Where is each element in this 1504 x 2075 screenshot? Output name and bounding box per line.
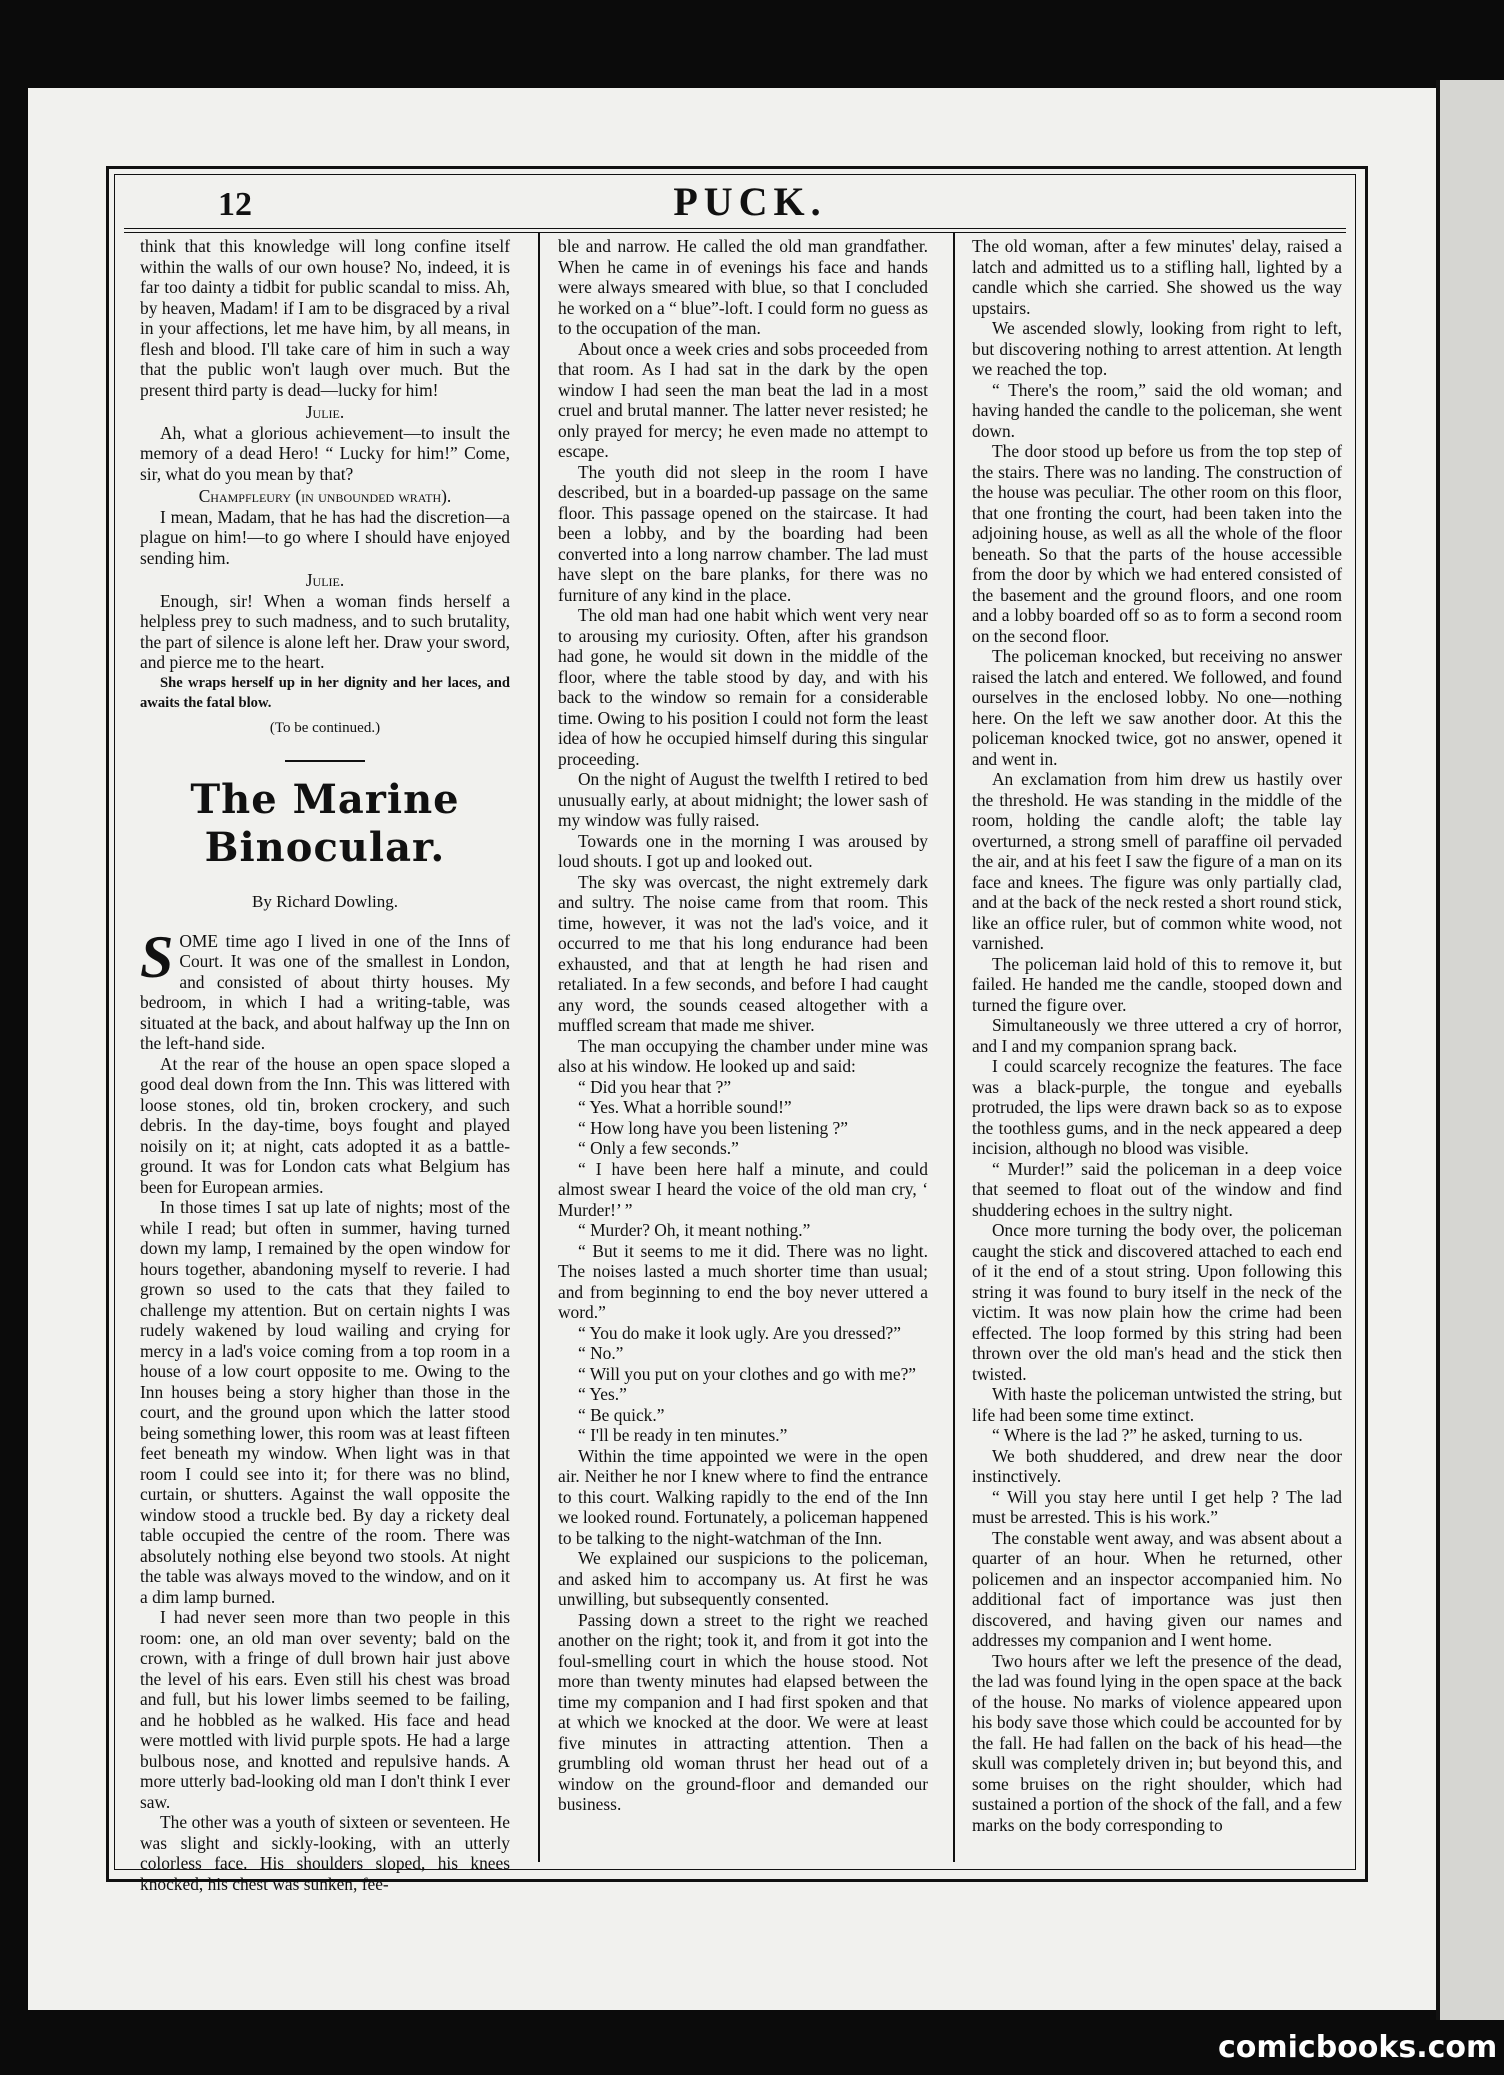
dialogue-line: “ How long have you been listening ?” bbox=[578, 1117, 848, 1138]
text-column-2 bbox=[558, 236, 928, 1854]
paragraph: About once a week cries and sobs proceeded from that room. As I had sat in the dark by the open window I had seen the man beat the lad in a most cruel and brutal manner. The latter never resisted; he only prayed for mercy; he even made no attempt to escape. bbox=[558, 338, 928, 461]
paragraph: The old man had one habit which went very near to arousing my curiosity. Often, after his grandson had gone, he would sit down in the middle of the floor, where the table stood by day, and with his back to the window so remain for a considerable time. Owing to his position I could not form the least idea of how he occupied himself during this singular proceeding. bbox=[558, 605, 928, 769]
paragraph: The man occupying the chamber under mine was also at his window. He looked up and said: bbox=[558, 1035, 928, 1076]
story-title: The Marine Binocular. bbox=[190, 776, 460, 871]
column-rule bbox=[538, 232, 540, 1862]
dialogue-line: “ Only a few seconds.” bbox=[578, 1138, 739, 1158]
dialogue-line: “ Did you hear that ?” bbox=[578, 1076, 732, 1097]
paragraph: Within the time appointed we were in the open air. Neither he nor I knew where to find the entrance to this court. Walking rapidly to the end of the Inn we looked round. Fortunately, a policeman happened to be talking to the night-watchman of the Inn. bbox=[558, 1445, 928, 1548]
paragraph: Towards one in the morning I was aroused by loud shouts. I got up and looked out. bbox=[558, 830, 928, 871]
dialogue-line: “ I'll be ready in ten minutes.” bbox=[578, 1425, 788, 1445]
paragraph: An exclamation from him drew us hastily over the threshold. He was standing in the middle of the room, holding the candle aloft; the table lay overturned, a strong smell of paraffine oil pervaded the air, and at his feet I saw the figure of a man on its face and knees. The figure was only partially clad, and at the back of the neck rested a short round stick, like an office ruler, but of common white wood, not varnished. bbox=[972, 769, 1342, 953]
paragraph: The sky was overcast, the night extremely dark and sultry. The noise came from that room. This time, however, it was not the lad's voice, and it occurred to me that his long endurance had been exhausted, and that at length he had risen and retaliated. In a few seconds, and before I had caught any word, the sounds ceased altogether with a muffled scream that made me shiver. bbox=[558, 871, 928, 1035]
masthead-title: PUCK. bbox=[673, 179, 827, 224]
text-column-1 bbox=[140, 236, 510, 1894]
paragraph: In those times I sat up late of nights; most of the while I read; but often in summer, having turned down my lamp, I remained by the open window for hours together, abandoning myself to reverie. I had grown so used to the cats that they failed to challenge my attention. But on certain nights I was rudely wakened by loud wailing and crying for mercy in a lad's voice coming from a top room in a house of a low court opposite to me. Owing to the Inn houses being a story higher than those in the court, and the ground upon which the latter stood being something lower, this room was at least fifteen feet beneath my window. When light was in that room I could see into it; for there was no blind, curtain, or shutters. Against the wall opposite the window stood a truckle bed. By day a rickety deal table occupied the centre of the room. There was absolutely nothing else beyond two stools. At night the table was always moved to the window, and on it a dim lamp burned. bbox=[140, 1197, 510, 1607]
paragraph: Enough, sir! When a woman finds herself a helpless prey to such madness, and to such brutality, the part of silence is alone left her. Draw your sword, and pierce me to the heart. bbox=[140, 590, 510, 672]
paragraph: The policeman knocked, but receiving no answer raised the latch and entered. We followed, and found ourselves in the enclosed lobby. No one—nothing here. On the left we saw another door. At this the policeman knocked twice, got no answer, opened it and went in. bbox=[972, 646, 1342, 769]
paragraph: Two hours after we left the presence of the dead, the lad was found lying in the open space at the back of the house. No marks of violence appeared upon his body save those which could be accounted for by the fall. He had fallen on the back of his head—the skull was completely driven in; but beyond this, and some bruises on the right shoulder, which had sustained a portion of the shock of the fall, and a few marks on the body corresponding to bbox=[972, 1650, 1342, 1835]
page-number: 12 bbox=[218, 186, 252, 223]
dialogue-line: “ Be quick.” bbox=[578, 1404, 665, 1425]
dialogue-line: “ Murder? Oh, it meant nothing.” bbox=[578, 1220, 811, 1240]
paragraph: At the rear of the house an open space sloped a good deal down from the Inn. This was littered with loose stones, old tin, broken crockery, and such debris. In the day-time, boys fought and played noisily on it; at night, cats adopted it as a battle-ground. It was for London cats what Belgium has been for European armies. bbox=[140, 1053, 510, 1197]
byline: By Richard Dowling. bbox=[252, 892, 398, 911]
paragraph: Once more turning the body over, the policeman caught the stick and discovered attached to each end of it the end of a stout string. Upon following this string it was found to bury itself in the neck of the victim. It was now plain how the crime had been effected. The loop formed by this string had been thrown over the old man's head and the stick then twisted. bbox=[972, 1220, 1342, 1384]
title-rule bbox=[285, 760, 365, 762]
dialogue-line: “ No.” bbox=[578, 1343, 624, 1363]
column-rule bbox=[953, 232, 955, 1862]
opening-text: OME time ago I lived in one of the Inns of Court. It was one of the smallest in London, and consisted of about thirty houses. My bedroom, in which I had a writing-table, was situated at the back, and about halfway up the Inn on the left-hand side. bbox=[140, 930, 510, 1053]
paragraph: Passing down a street to the right we reached another on the right; took it, and from it got into the foul-smelling court in which the house stood. Not more than twenty minutes had elapsed between the time my companion and I had first spoken and that at which we knocked at the door. We were at least five minutes in attracting attention. Then a grumbling old woman thrust her head out of a window on the ground-floor and demanded our business. bbox=[558, 1609, 928, 1814]
paragraph: We ascended slowly, looking from right to left, but discovering nothing to arrest attention. At length we reached the top. bbox=[972, 318, 1342, 379]
paragraph: We both shuddered, and drew near the door instinctively. bbox=[972, 1445, 1342, 1486]
dialogue-line: “ Murder!” said the policeman in a deep voice that seemed to float out of the window and find shuddering echoes in the sultry night. bbox=[972, 1158, 1342, 1220]
dialogue-line: “ Yes. What a horrible sound!” bbox=[578, 1097, 792, 1117]
header-rule bbox=[124, 228, 1346, 233]
paragraph: The constable went away, and was absent about a quarter of an hour. When he returned, other policemen and an inspector accompanied him. No additional fact of importance was just then discovered, and having given our names and addresses my companion and I went home. bbox=[972, 1527, 1342, 1650]
paragraph: The policeman laid hold of this to remove it, but failed. He handed me the candle, stooped down and turned the figure over. bbox=[972, 953, 1342, 1015]
paragraph: I had never seen more than two people in this room: one, an old man over seventy; bald on the crown, with a fringe of dull brown hair just above the level of his ears. Even still his chest was broad and full, but his lower limbs seemed to be failing, and he hobbled as he walked. His face and head were mottled with livid purple spots. He had a large bulbous nose, and knotted and repulsive hands. A more utterly bad-looking old man I don't think I ever saw. bbox=[140, 1607, 510, 1812]
dialogue-line: “ There's the room,” said the old woman; and having handed the candle to the policeman, she went down. bbox=[972, 379, 1342, 441]
paragraph: We explained our suspicions to the policeman, and asked him to accompany us. At first he was unwilling, but subsequently consented. bbox=[558, 1548, 928, 1609]
source-watermark: comicbooks.com bbox=[1218, 2030, 1498, 2065]
speaker-name: Julie. bbox=[305, 402, 345, 422]
paragraph: The door stood up before us from the top step of the stairs. There was no landing. The construction of the house was peculiar. The other room on this floor, that one fronting the court, had been taken into the adjoining house, as well as all the whole of the floor beneath. So that the parts of the house accessible from the door by which we had entered consisted of the basement and the ground floors, and one room and a lobby boarded off so as to form a second room on the second floor. bbox=[972, 441, 1342, 646]
dialogue-line: “ Will you put on your clothes and go with me?” bbox=[578, 1363, 917, 1384]
dialogue-line: “ You do make it look ugly. Are you dressed?” bbox=[578, 1322, 901, 1343]
to-be-continued: (To be continued.) bbox=[269, 719, 381, 736]
opening-paragraph bbox=[140, 923, 510, 1054]
dialogue-line: “ But it seems to me it did. There was no light. The noises lasted a much shorter time than usual; and from beginning to end the boy never uttered a word.” bbox=[558, 1240, 928, 1322]
speaker-name: Champfleury (in unbounded wrath). bbox=[198, 486, 452, 506]
paragraph: With haste the policeman untwisted the string, but life had been some time extinct. bbox=[972, 1384, 1342, 1425]
dialogue-line: “ Where is the lad ?” he asked, turning to us. bbox=[992, 1425, 1303, 1445]
paragraph: The other was a youth of sixteen or seventeen. He was slight and sickly-looking, with an utterly colorless face. His shoulders sloped, his knees knocked, his chest was sunken, fee- bbox=[140, 1812, 510, 1894]
speaker-name: Julie. bbox=[305, 570, 345, 590]
paragraph: On the night of August the twelfth I retired to bed unusually early, at about midnight; the lower sash of my window was fully raised. bbox=[558, 769, 928, 830]
paragraph: The old woman, after a few minutes' delay, raised a latch and admitted us to a stifling hall, lighted by a candle which she carried. She showed us the way upstairs. bbox=[972, 236, 1342, 318]
paragraph: think that this knowledge will long confine itself within the walls of our own house? No, indeed, it is far too dainty a tidbit for public scandal to miss. Ah, by heaven, Madam! if I am to be disgraced by a rival in your affections, let me have him, by all means, in flesh and blood. I'll take care of him in such a way that the public won't laugh over much. But the present third party is dead—lucky for him! bbox=[140, 236, 510, 400]
text-column-3 bbox=[972, 236, 1342, 1854]
paragraph: Simultaneously we three uttered a cry of horror, and I and my companion sprang back. bbox=[972, 1015, 1342, 1056]
paragraph: I could scarcely recognize the features. The face was a black-purple, the tongue and eyeballs protruded, the lips were drawn back so as to expose the toothless gums, and in the neck appeared a deep incision, although no blood was visible. bbox=[972, 1056, 1342, 1158]
paragraph: ble and narrow. He called the old man grandfather. When he came in of evenings his face and hands were always smeared with blue, so that I concluded he worked on a “ blue”-loft. I could form no guess as to the occupation of the man. bbox=[558, 236, 928, 338]
dialogue-line: “ I have been here half a minute, and could almost swear I heard the voice of the old man cry, ‘ Murder!’ ” bbox=[558, 1158, 928, 1220]
dialogue-line: “ Will you stay here until I get help ? The lad must be arrested. This is his work.” bbox=[972, 1486, 1342, 1527]
stage-direction: She wraps herself up in her dignity and her laces, and awaits the fatal blow. bbox=[140, 674, 510, 711]
paragraph: I mean, Madam, that he has had the discretion—a plague on him!—to go where I should have enjoyed sending him. bbox=[140, 506, 510, 568]
dialogue-line: “ Yes.” bbox=[578, 1384, 627, 1404]
paragraph: Ah, what a glorious achievement—to insult the memory of a dead Hero! “ Lucky for him!” Come, sir, what do you mean by that? bbox=[140, 422, 510, 484]
adjacent-page-edge bbox=[1436, 80, 1504, 2020]
drop-cap: S bbox=[140, 923, 174, 990]
paragraph: The youth did not sleep in the room I have described, but in a boarded-up passage on the same floor. This passage opened on the staircase. It had been a lobby, and by the boarding had been converted into a long narrow chamber. The lad must have slept on the bare planks, for there was no furniture of any kind in the place. bbox=[558, 461, 928, 605]
